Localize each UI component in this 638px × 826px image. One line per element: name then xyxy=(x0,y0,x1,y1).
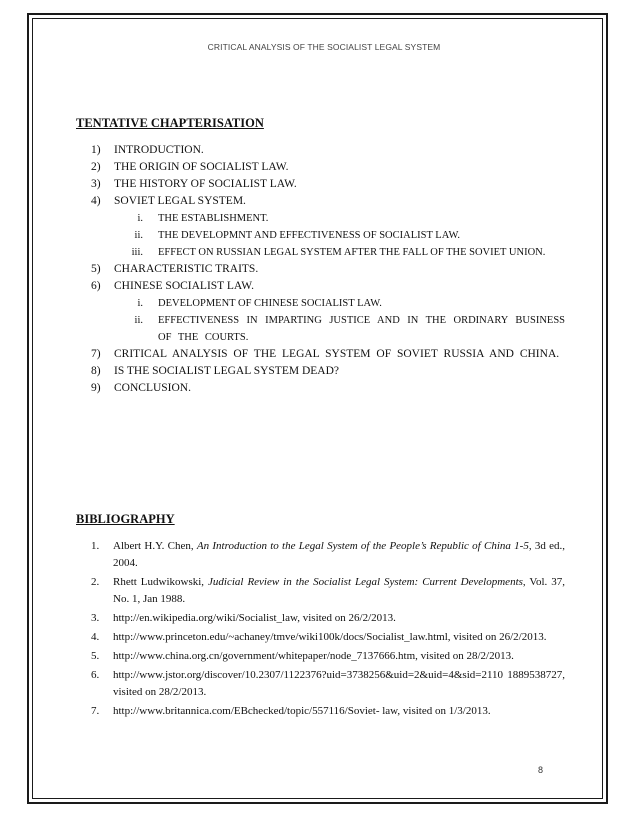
chapterisation-list xyxy=(91,142,565,397)
sub-list-item: ii. EFFECTIVENESS IN IMPARTING JUSTICE AND IN THE ORDINARY BUSINESS OF THE COURTS. xyxy=(134,315,565,343)
bibliography-entry: 2. Rhett Ludwikowski, Judicial Review in the Socialist Legal System: Current Developments, Vol. 37, No. 1, Jan 1988. xyxy=(91,576,565,605)
list-item: 8) IS THE SOCIALIST LEGAL SYSTEM DEAD? xyxy=(91,365,339,377)
sub-list-item: iii. EFFECT ON RUSSIAN LEGAL SYSTEM AFTER THE FALL OF THE SOVIET UNION. xyxy=(131,247,546,258)
list-item: 5) CHARACTERISTIC TRAITS. xyxy=(91,263,259,275)
running-header: CRITICAL ANALYSIS OF THE SOCIALIST LEGAL SYSTEM xyxy=(207,42,441,52)
bibliography-heading: BIBLIOGRAPHY xyxy=(76,512,175,526)
sub-list-item: ii. THE DEVELOPMNT AND EFFECTIVENESS OF SOCIALIST LAW. xyxy=(134,230,461,241)
sub-list-item: i. THE ESTABLISHMENT. xyxy=(137,213,269,224)
bibliography-entry: 6. http://www.jstor.org/discover/10.2307/1122376?uid=3738256&uid=2&uid=4&sid=2110 1889538727, visited on 28/2/2013. xyxy=(91,669,565,698)
list-item: 1) INTRODUCTION. xyxy=(91,144,204,156)
list-item: 2) THE ORIGIN OF SOCIALIST LAW. xyxy=(91,161,289,173)
bibliography-entry: 4. http://www.princeton.edu/~achaney/tmve/wiki100k/docs/Socialist_law.html, visited on 26/2/2013. xyxy=(91,631,547,643)
list-item: 4) SOVIET LEGAL SYSTEM. xyxy=(91,195,246,207)
chapterisation-heading: TENTATIVE CHAPTERISATION xyxy=(76,116,264,130)
list-item: 9) CONCLUSION. xyxy=(91,382,191,394)
bibliography-entry: 1. Albert H.Y. Chen, An Introduction to the Legal System of the People’s Republic of China 1-5, 3d ed., 2004. xyxy=(91,540,566,569)
bibliography-list xyxy=(91,538,565,722)
bibliography-entry: 5. http://www.china.org.cn/government/whitepaper/node_7137666.htm, visited on 28/2/2013. xyxy=(91,650,514,662)
list-item: 7) CRITICAL ANALYSIS OF THE LEGAL SYSTEM OF SOVIET RUSSIA AND CHINA. xyxy=(91,348,560,360)
bibliography-entry: 3. http://en.wikipedia.org/wiki/Socialist_law, visited on 26/2/2013. xyxy=(91,612,396,624)
list-item: 3) THE HISTORY OF SOCIALIST LAW. xyxy=(91,178,297,190)
bibliography-entry: 7. http://www.britannica.com/EBchecked/topic/557116/Soviet- law, visited on 1/3/2013. xyxy=(91,705,491,717)
page-number: 8 xyxy=(538,765,544,775)
list-item: 6) CHINESE SOCIALIST LAW. xyxy=(91,280,254,292)
sub-list-item: i. DEVELOPMENT OF CHINESE SOCIALIST LAW. xyxy=(137,298,382,309)
